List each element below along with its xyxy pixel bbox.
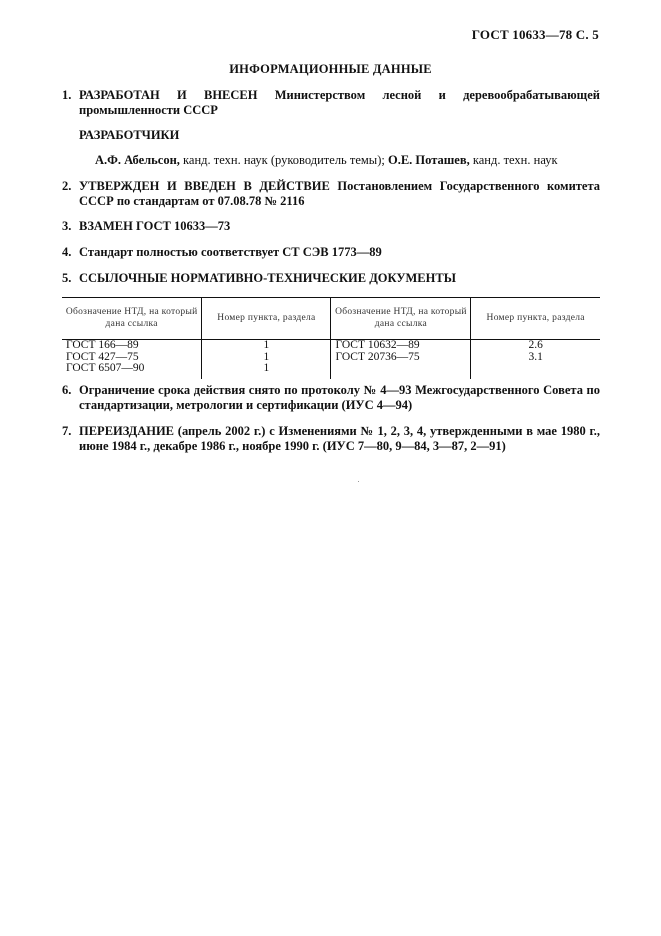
point-ref: 3.1 [528,350,543,363]
col-header-doc-left: Обозначение НТД, на который дана ссылка [62,298,202,340]
item-4-text: Стандарт полностью соответствует СТ СЭВ 1773—89 [79,245,382,259]
developers-list [95,153,558,168]
developer-name-1: А.Ф. Абельсон, [95,153,180,167]
item-6-text: Ограничение срока действия снято по протоколу № 4—93 Межгосударственного Совета по стандартизации, метрологии и сертификации (ИУС 4—94) [79,383,600,412]
item-2-number: 2. [62,179,72,193]
col-header-point-left: Номер пункта, раздела [202,298,331,340]
item-3 [62,219,600,234]
doc-ref: ГОСТ 427—75 [66,350,139,363]
section-title: ИНФОРМАЦИОННЫЕ ДАННЫЕ [229,62,432,76]
developers-heading: РАЗРАБОТЧИКИ [79,128,180,142]
table-row [62,340,600,379]
item-5-number: 5. [62,271,72,285]
item-2 [62,179,600,209]
item-1-text: Министерством лесной и деревообрабатывающей промышленности СССР [79,88,600,117]
developer-name-2: О.Е. Поташев, [387,153,470,167]
item-6-number: 6. [62,383,72,397]
right-docs-cell [331,340,471,379]
point-ref: 1 [263,362,270,374]
item-7-heading: ПЕРЕИЗДАНИЕ [79,424,175,438]
item-5 [62,271,600,286]
col-header-point-right: Номер пункта, раздела [471,298,600,340]
developer-role-2: канд. техн. наук [472,153,558,167]
item-3-number: 3. [62,219,72,233]
scan-speck [358,481,359,482]
item-6 [62,383,600,413]
doc-ref: ГОСТ 10632—89 [335,339,420,351]
item-7-number: 7. [62,424,72,438]
col-header-doc-right: Обозначение НТД, на который дана ссылка [331,298,471,340]
item-4 [62,245,600,260]
point-ref: 1 [263,339,270,351]
left-points-cell [202,340,331,379]
doc-ref: ГОСТ 6507—90 [66,362,145,374]
doc-ref: ГОСТ 166—89 [66,339,139,351]
table-header-row [62,298,600,340]
left-docs-cell [62,340,202,379]
page-header: ГОСТ 10633—78 С. 5 [471,27,599,42]
item-2-heading: УТВЕРЖДЕН И ВВЕДЕН В ДЕЙСТВИЕ [79,179,330,193]
item-1-number: 1. [62,88,72,102]
right-points-cell [471,340,600,379]
point-ref: 2.6 [528,339,543,351]
item-1-heading: РАЗРАБОТАН И ВНЕСЕН [79,88,258,102]
point-ref: 1 [263,350,270,363]
item-7 [62,424,600,454]
item-5-text: ССЫЛОЧНЫЕ НОРМАТИВНО-ТЕХНИЧЕСКИЕ ДОКУМЕНТЫ [79,271,456,285]
doc-ref: ГОСТ 20736—75 [335,350,420,363]
item-2-text: Постановлением Государственного комитета СССР по стандартам от 07.08.78 № 2116 [79,179,601,208]
item-1 [62,88,600,118]
developer-role-1: канд. техн. наук (руководитель темы); [183,153,385,167]
references-table [62,297,600,379]
item-4-number: 4. [62,245,72,259]
item-3-text: ВЗАМЕН ГОСТ 10633—73 [79,219,231,233]
item-7-text: (апрель 2002 г.) с Изменениями № 1, 2, 3, 4, утвержденными в мае 1980 г., июне 1984 г., декабре 1986 г., ноябре 1990 г. (ИУС 7—80, 9—84, 3—87, 2—91) [79,424,601,453]
